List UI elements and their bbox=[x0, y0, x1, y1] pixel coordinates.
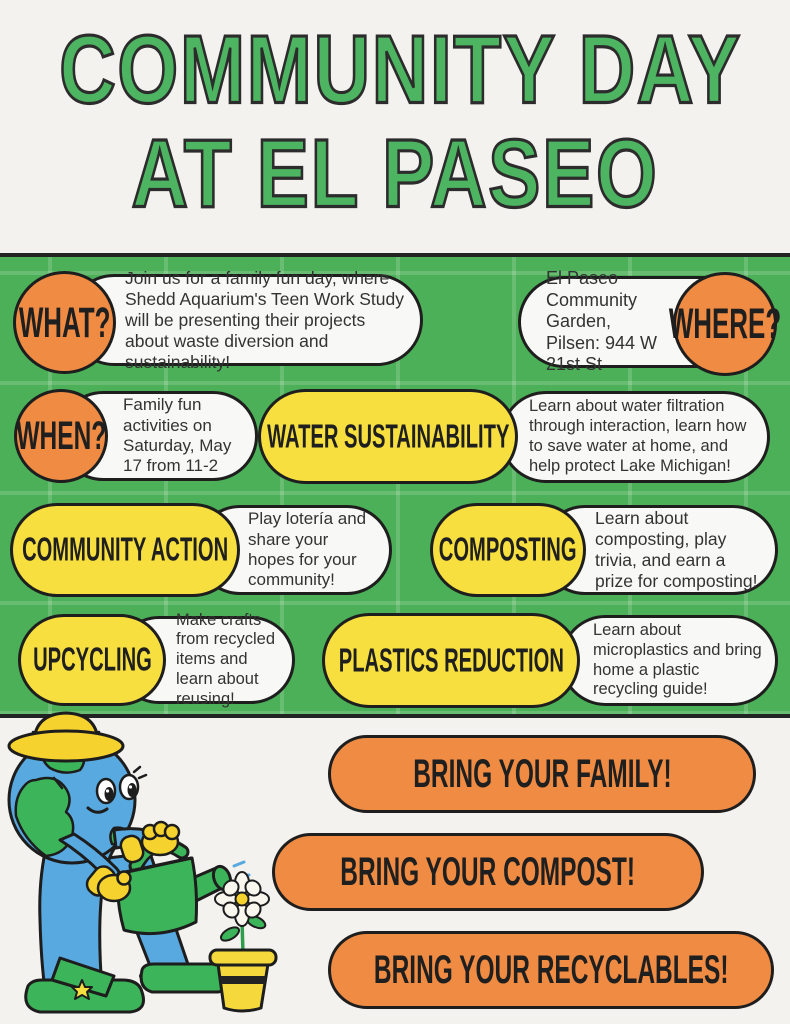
card-community-action-text: Play lotería and share your hopes for your community! bbox=[248, 509, 367, 590]
mascot-hat bbox=[9, 713, 123, 761]
card-when-badge bbox=[14, 389, 108, 483]
card-composting-badge bbox=[430, 503, 586, 597]
banner-bring-family bbox=[328, 735, 756, 813]
card-plastics-badge-label: PLASTICS REDUCTION bbox=[338, 641, 564, 679]
card-water-badge-label: WATER SUSTAINABILITY bbox=[266, 417, 510, 455]
card-community-action-badge bbox=[10, 503, 240, 597]
card-composting-text: Learn about composting, play trivia, and earn a prize for composting! bbox=[595, 508, 758, 591]
card-upcycling-badge-label: UPCYCLING bbox=[32, 641, 152, 678]
card-what-badge-label: WHAT? bbox=[18, 297, 111, 347]
card-where-badge bbox=[668, 272, 782, 376]
title-line-1: COMMUNITY DAY bbox=[59, 16, 742, 124]
card-where-text: El Paseo Community Garden, Pilsen: 944 W 21st St bbox=[546, 268, 658, 375]
card-plastics-badge bbox=[322, 613, 580, 708]
card-plastics-text: Learn about microplastics and bring home a plastic recycling guide! bbox=[593, 620, 762, 699]
card-when-text: Family fun activities on Saturday, May 17 from 11-2 bbox=[123, 395, 232, 476]
card-water-text: Learn about water filtration through interaction, learn how to save water at home, and help protect Lake Michigan! bbox=[529, 397, 747, 475]
banner-bring-compost-label: BRING YOUR COMPOST! bbox=[340, 848, 636, 894]
title-line-2: AT EL PASEO bbox=[131, 120, 659, 228]
card-what-text: Join us for a family fun day, where Shedd Aquarium's Teen Work Study will be presenting their projects about waste diversion and sustainability! bbox=[125, 267, 404, 372]
card-water-badge bbox=[258, 389, 518, 484]
card-where-badge-label: WHERE? bbox=[668, 299, 782, 348]
card-when-badge-label: WHEN? bbox=[16, 412, 106, 458]
card-plastics-text-pill bbox=[560, 615, 778, 706]
card-what-badge bbox=[13, 271, 116, 374]
banner-bring-recyclables-label: BRING YOUR RECYCLABLES! bbox=[373, 946, 729, 992]
card-water-text-pill bbox=[500, 391, 770, 483]
card-composting-badge-label: COMPOSTING bbox=[439, 531, 577, 568]
banner-bring-compost bbox=[272, 833, 704, 911]
earth-mascot-illustration bbox=[2, 708, 288, 1020]
banner-bring-family-label: BRING YOUR FAMILY! bbox=[412, 750, 672, 796]
card-community-action-badge-label: COMMUNITY ACTION bbox=[21, 531, 229, 568]
card-upcycling-text: Make crafts from recycled items and learn about reusing! bbox=[176, 610, 276, 708]
poster-title bbox=[0, 18, 790, 226]
card-what-text-pill bbox=[68, 267, 423, 372]
card-upcycling-badge bbox=[18, 614, 166, 706]
banner-bring-recyclables bbox=[328, 931, 774, 1009]
